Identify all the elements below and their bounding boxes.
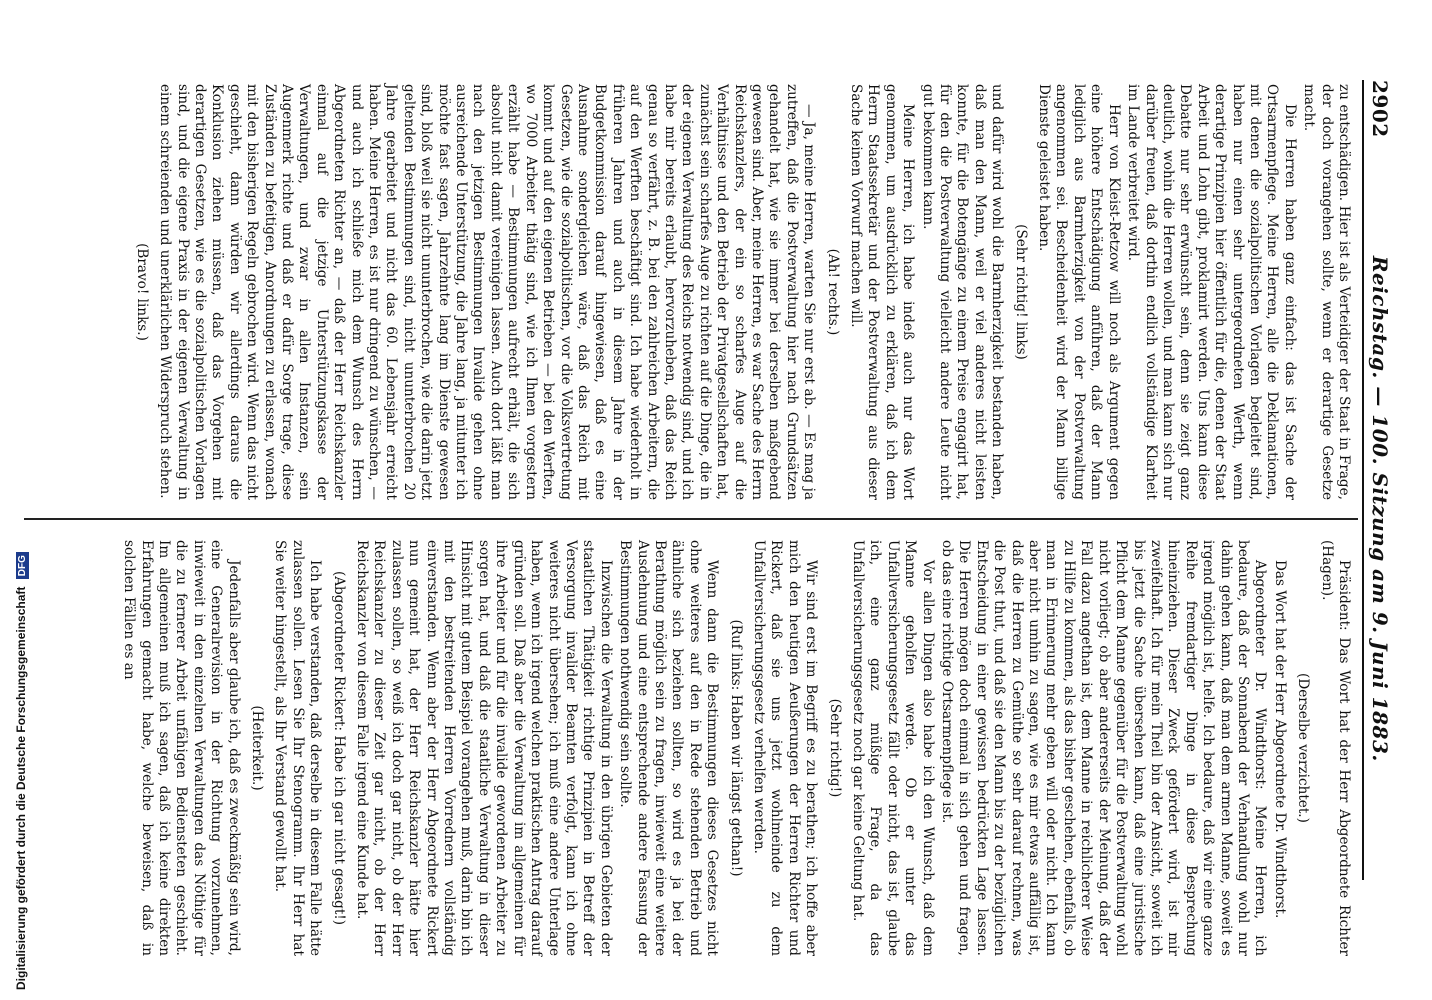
- interjection: (Heiterkeit.): [249, 705, 266, 791]
- credit-text: Digitalisierung gefördert durch die Deutsche Forschungsgemeinschaft: [14, 586, 28, 990]
- paragraph: Ich habe verstanden, daß derselbe in diesem Falle hätte zulassen sollen. Lesen Sie Ihr Stenogramm. Ihr Herr hat Sie weiter hingestellt, als Ihr Verstand gewollt hat.: [272, 540, 324, 956]
- interjection: (Ruf links: Haben wir längst gethan!): [727, 619, 744, 877]
- interjection: (Sehr richtig! links): [1012, 224, 1029, 360]
- interjection: (Abgeordneter Rickert: Habe ich gar nicht gesagt!): [330, 570, 347, 926]
- digitization-sidebar: [0, 0, 60, 1000]
- paragraph: Wenn dann die Bestimmungen dieses Gesetzes nicht ohne weiteres auf den in Rede stehenden Betrieb und ähnliche sich beziehen sollten, so wird es ja bei der Berathung möglich sein zu fragen, inwieweit eine weitere Ausdehnung und eine entsprechende andere Fassung der Bestimmungen nothwendig sein sollte.: [617, 540, 721, 956]
- left-column: [30, 84, 1352, 500]
- interjection: (Sehr richtig!): [826, 698, 843, 798]
- paragraph: Präsident: Das Wort hat der Herr Abgeordnete Richter (Hagen).: [1318, 540, 1352, 956]
- digitization-credit: [14, 552, 29, 990]
- column-separator: [24, 518, 1358, 520]
- paragraph: Herr von Kleist-Retzow will noch als Argument gegen eine höhere Entschädigung anführen, daß der Mann lediglich aus Barmherzigkeit von der Postverwaltung angenommen sei. Bescheidenheit wird der Mann billige Dienste geleistet haben.: [1036, 84, 1122, 500]
- paragraph: Die Herren haben ganz einfach: das ist Sache der Ortsarmenpflege. Meine Herren, alle die Deklamationen, mit denen die sozialpolitischen Vorlagen begleitet sind, haben nur einen sehr untergeordneten Werth, wenn derartige Prinzipien hier öffentlich für die, denen der Staat Arbeit und Lohn gibt, proklamirt werden. Uns kann diese Debatte nur sehr erwünscht sein, denn sie zeigt ganz deutlich, wohin die Herren wollen, und man kann sich nur darüber freuen, daß dorthin endlich vollständige Klarheit im Lande verbreitet wird.: [1125, 84, 1298, 500]
- paragraph: Das Wort hat der Herr Abgeordnete Dr. Windthorst.: [1271, 560, 1288, 919]
- paragraph: Jedenfalls aber glaube ich, daß es zweckmäßig sein wird, eine Generalrevision in der Richtung vorzunehmen, inwieweit in den einzelnen Verwaltungen das Nöthige für die zu fernerer Arbeit unfähigen Bediensteten geschieht. Im allgemeinen muß ich sagen, daß ich keine direkten Erfahrungen gemacht habe, welche beweisen, daß in solchen Fällen es an: [121, 540, 242, 956]
- page-header: [1368, 80, 1420, 880]
- paragraph: Meine Herren, ich habe indeß auch nur das Wort genommen, um ausdrücklich zu erklären, daß ich dem Herrn Staatssekretär und der Postverwaltung aus dieser Sache keinen Vorwurf machen will.: [848, 84, 917, 500]
- paragraph: und dafür wird wohl die Barmherzigkeit bestanden haben, daß man den Mann, weil er viel anderes nicht leisten konnte, für die Botengänge zu einem Preise engagirt hat, für den die Postverwaltung vielleicht andere Leute nicht gut bekommen kann.: [919, 84, 1006, 500]
- paragraph: Abgeordneter Dr. Windthorst: Meine Herren, ich bedaure, daß der Sonnabend der Verhandlung wohl nur dahin gehen kann, daß man dem armen Manne, soweit es irgend möglich ist, helfe. Ich bedaure, daß wir eine ganze Reihe fremdartiger Dinge in diese Besprechung hineinziehen. Dieser Zweck gefördert wird, ist mir zweifelhaft. Ich für mein Theil bin der Ansicht, soweit ich bis jetzt die Sache übersehen kann, daß eine juristische Pflicht dem Manne gegenüber für die Postverwaltung wohl nicht vorliegt; ob aber andererseits der Meinung, daß der Fall dazu angethan ist, dem Manne in reichlicherer Weise zu Hilfe zu kommen, als das bisher geschehen, ebenfalls, ob man in Erinnerung mehr geben will oder nicht. Ich kann aber nicht umhin zu sagen, wie es mir etwas auffällig ist, daß die Herren zu Gemüthe so sehr darauf rechnen, was die Post thut, und daß sie den Mann bis zu der bezüglichen Entscheidung in einer gewissen bedrückten Lage lassen. Die Herren mögen doch einmal in sich gehen und fragen, ob das eine richtige Ortsarmenpflege ist.: [939, 540, 1269, 956]
- header-rule: [1362, 80, 1364, 880]
- paragraph: Wir sind erst im Begriff es zu berathen; ich hoffe aber mich den heutigen Aeußerungen der Herren Richter und Rickert, daß sie uns jetzt wohlmeinde zu dem Unfallversicherungsgesetz verhelfen werden.: [751, 540, 820, 956]
- interjection: (Ah! rechts.): [824, 248, 841, 336]
- paragraph: zu entschädigen. Hier ist als Verteidiger der Staat in Frage, der doch vorangehen sollte, wenn er derartige Gesetze macht.: [1301, 84, 1352, 500]
- paragraph: Inzwischen die Verwaltung in den übrigen Gebieten der staatlichen Thätigkeit richtige Prinzipien in Betreff der Versorgung invalider Beamten verfolgt, kann ich ohne weiteres nicht übersehen; ich muß eine andere Unterlage haben, wenn ich irgend welchen praktischen Antrag darauf gründen soll. Daß aber die Verwaltung im allgemeinen für ihre Arbeiter und für die invalide gewordenen Arbeiter zu sorgen hat, und daß die staatliche Verwaltung in dieser Hinsicht mit gutem Beispiel vorangehen muß, darin bin ich mit den bestreitenden Herren Vorrednern vollständig einverstanden. Wenn aber der Herr Abgeordnete Rickert nun gemeint hat, der Herr Reichskanzler hätte hier zulassen sollen, so weiß ich doch gar nicht, ob der Herr Reichskanzler zu dieser Zeit gar nicht, ob der Herr Reichskanzler von diesem Falle irgend eine Kunde hat.: [354, 540, 614, 956]
- paragraph: — Ja, meine Herren, warten Sie nur erst ab. — Es mag ja zutreffen, daß die Postverwaltung hier nach Grundsätzen gehandelt hat, wie sie immer bei derselben maßgebend gewesen sind. Aber, meine Herren, es war Sache des Herrn Reichskanzlers, der ein so scharfes Auge auf die Verhältnisse und den Betrieb der Privatgesellschaften hat, zunächst sein scharfes Auge zu richten auf die Dinge, die in der eigenen Verwaltung des Reichs notwendig sind, und ich habe mir bereits erlaubt, hervorzuheben, daß das Reich genau so verfährt, z. B. bei den zahlreichen Arbeitern, die auf den Werften beschäftigt sind. Ich habe wiederholt in früheren Jahren und auch in diesem Jahre in der Budgetkommission darauf hingewiesen, daß es eine Ausnahme sondergleichen wäre, daß das Reich mit Gesetzen, wie die sozialpolitischen, vor die Volksvertretung kommt und auf den eigenen Betrieben — bei den Werften, wo 7000 Arbeiter thätig sind, wie ich Ihnen vorgestern erzählt habe — Bestimmungen aufrecht erhält, die sich absolut nicht damit vereinigen lassen. Auch dort läßt man nach den jetzigen Bestimmungen Invalide gehen ohne ausreichende Unterstützung, die Jahre lang, ja mitunter ich möchte fast sagen, Jahrzehnte lang im Dienste gewesen sind, bloß weil sie nicht ununterbrochen, wie die darin jetzt geltenden Bestimmungen sind, nicht ununterbrochen 20 Jahre gearbeitet und nicht das 60. Lebensjahr erreicht haben. Meine Herren, es ist nur dringend zu wünschen, — und auch ich schließe mich dem Wunsch des Herrn Abgeordneten Richter an, — daß der Herr Reichskanzler einmal auf die jetzige Unterstützungskasse der Verwaltungen, und zwar in allen Instanzen, sein Augenmerk richte und daß er dafür Sorge trage, diese Zuständen zu befeitigen, Anordnungen zu erlassen, wonach mit den bisherigen Regeln gebrochen wird. Wenn das nicht geschieht, dann würden wir allerdings daraus die Konklusion ziehen müssen, daß das Vorgehen mit derartigen Gesetzen, wie es die sozialpolitischen Vorlagen sind, und die eigene Praxis in der eigenen Verwaltung in einem schreienden und unerklärlichen Widerspruch stehen.: [157, 84, 818, 500]
- interjection: (Derselbe verzichtet.): [1295, 673, 1312, 823]
- dfg-logo: DFG: [16, 552, 29, 579]
- page-number: 2902: [1368, 80, 1392, 138]
- right-column: [30, 540, 1352, 956]
- running-title: Reichstag. — 100. Sitzung am 9. Juni 1883.: [1368, 255, 1392, 762]
- interjection: (Bravo! links.): [133, 243, 150, 341]
- paragraph: Vor allen Dingen also habe ich den Wunsch, daß dem Manne geholfen werde. Ob er unter das Unfallversicherungsgesetz fällt oder nicht, das ist, glaube ich, eine ganz müßige Frage, da das Unfallversicherungsgesetz noch gar keine Geltung hat.: [850, 540, 936, 956]
